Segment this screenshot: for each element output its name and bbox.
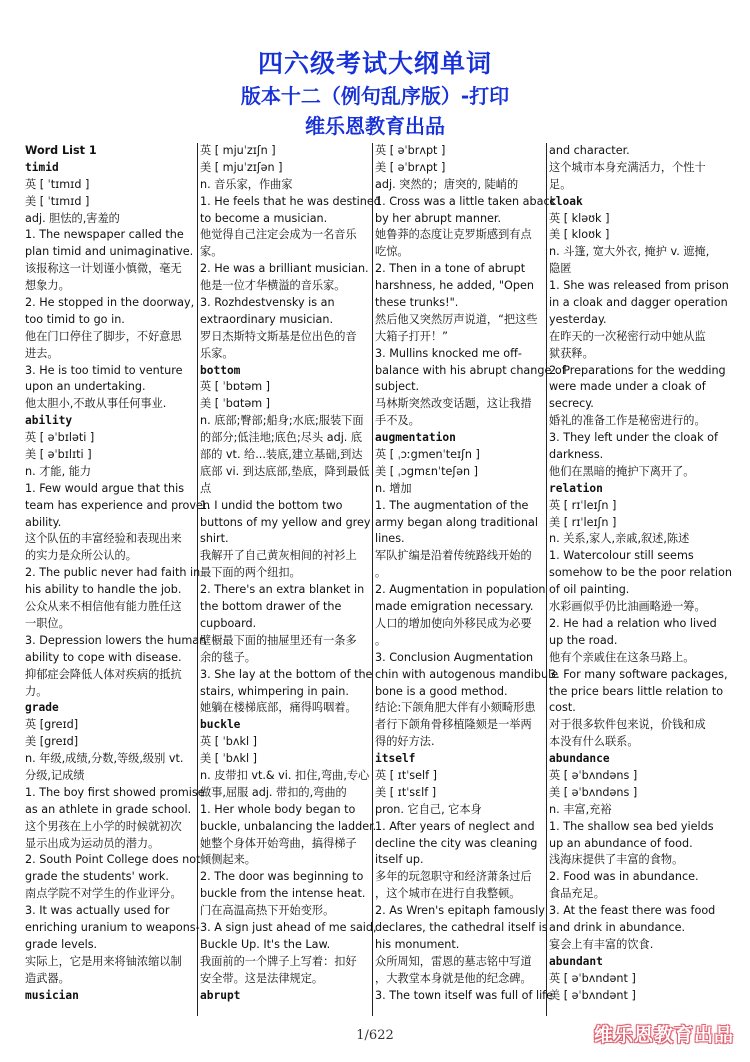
entry-line: 大箱子打开！” [375, 329, 448, 343]
entry-line: 3. Mullins knocked me off- [375, 346, 522, 360]
entry-line: 2. Augmentation in population [375, 583, 546, 597]
entry-line: 分级,记成绩 [25, 768, 85, 782]
entry-line: 余的毯子。 [200, 650, 256, 664]
entry-line: 美 [ əˈbʌndənt ] [549, 988, 636, 1002]
entry-line: 想象力。 [25, 279, 70, 293]
entry-line: 得的好方法. [375, 735, 435, 749]
entry-line: decline the city was cleaning [375, 836, 538, 850]
entry-line: 点 [200, 481, 212, 495]
entry-line: stairs, whimpering in pain. [200, 684, 349, 698]
entry-line: the price bears little relation to [549, 684, 724, 698]
entry-line: 1. Watercolour still seems [549, 549, 694, 563]
entry-line: 该报称这一计划谨小慎微，毫无 [25, 262, 182, 276]
entry-line: 他是一位才华横溢的音乐家。 [200, 279, 346, 293]
entry-line: 美 [ əˈbʌndəns ] [549, 785, 638, 799]
entry-line: plan timid and unimaginative. [25, 245, 194, 259]
entry-line: declares, the cathedral itself is [375, 920, 548, 934]
headword: abrupt [200, 988, 241, 1002]
publisher-line: 维乐恩教育出品 [305, 114, 445, 138]
entry-line: 2. Then in a tone of abrupt [375, 262, 526, 276]
entry-line: 婚礼的准备工作是秘密进行的。 [549, 414, 706, 428]
entry-line: 然后他又突然厉声说道，“把这些 [375, 312, 538, 326]
entry-line: 我解开了自己黄灰相间的衬衫上 [200, 549, 357, 563]
entry-line: 乐家。 [200, 346, 234, 360]
entry-line: 3. They left under the cloak of [549, 431, 718, 445]
entry-line: buckle from the intense heat. [200, 887, 366, 901]
entry-line: cost. [549, 701, 576, 715]
entry-line: 1. Her whole body began to [200, 802, 356, 816]
entry-line: 1. The boy first showed promise [25, 785, 205, 799]
entry-line: 1. The shallow sea bed yields [549, 819, 714, 833]
entry-line: bone is a good method. [375, 684, 508, 698]
entry-line: 3. He is too timid to venture [25, 363, 183, 377]
entry-line: 3. A sign just ahead of me said, [200, 920, 377, 934]
word-column-4 [549, 143, 732, 1016]
entry-line: 美 [ əˈbɪlɪti ] [25, 448, 92, 462]
word-column-2 [200, 143, 381, 1016]
entry-line: 2. As Wren's epitaph famously [375, 904, 545, 918]
entry-line: 美 [ ˌɔgmɛnˈteʃən ] [375, 464, 479, 478]
entry-line: 罗日杰斯特文斯基是位出色的音 [200, 329, 357, 343]
entry-line: buttons of my yellow and grey [200, 515, 371, 529]
entry-line: enriching uranium to weapons- [25, 920, 200, 934]
entry-line: 美 [greɪd] [25, 735, 79, 749]
entry-line: 英 [ ˌɔːgmenˈteɪʃn ] [375, 448, 480, 462]
entry-line: 这个队伍的丰富经验和表现出来 [25, 532, 182, 546]
entry-line: 美 [ əˈbrʌpt ] [375, 160, 446, 174]
page-number: 1/622 [356, 1028, 394, 1043]
entry-line: his monument. [375, 937, 460, 951]
entry-line: and drink in abundance. [549, 920, 686, 934]
entry-line: ability. [25, 515, 62, 529]
entry-line: buckle, unbalancing the ladder. [200, 819, 377, 833]
entry-line: 这个男孩在上小学的时候就初次 [25, 819, 182, 833]
entry-line: 公众从来不相信他有能力胜任这 [25, 600, 182, 614]
entry-line: 隐匿 [549, 262, 572, 276]
entry-line: these trunks!". [375, 296, 459, 310]
entry-line: 2. The public never had faith in [25, 566, 201, 580]
headword: itself [375, 752, 416, 766]
entry-line: 倾侧起来。 [200, 853, 256, 867]
headword: timid [25, 160, 59, 174]
entry-line: were made under a cloak of [549, 380, 706, 394]
entry-line: grade levels. [25, 937, 98, 951]
entry-line: of oil painting. [549, 583, 630, 597]
entry-line: 这个城市本身充满活力，个性十 [549, 160, 706, 174]
entry-line: 的部分;低洼地;底色;尽头 adj. 底 [200, 431, 363, 445]
entry-line: 浅海床提供了丰富的食物。 [549, 853, 684, 867]
entry-line: 水彩画似乎仍比油画略逊一筹。 [549, 600, 706, 614]
entry-line: ，大教堂本身就是他的纪念碑。 [375, 971, 532, 985]
entry-line: up the road. [549, 633, 618, 647]
entry-line: adj. 胆怯的,害羞的 [25, 211, 120, 225]
entry-line: too timid to go in. [25, 312, 125, 326]
entry-line: in a cloak and dagger operation [549, 296, 728, 310]
entry-line: 她鲁莽的态度让克罗斯感到有点 [375, 228, 532, 242]
entry-line: 英 [ ˈtɪmɪd ] [25, 177, 90, 191]
entry-line: 力。 [25, 684, 48, 698]
entry-line: 门在高温高热下开始变形。 [200, 904, 335, 918]
entry-line: 英 [ əˈbʌndəns ] [549, 768, 638, 782]
entry-line: ，这个城市在进行自我整顿。 [375, 887, 521, 901]
entry-line: adj. 突然的；唐突的, 陡峭的 [375, 177, 519, 191]
entry-line: somehow to be the poor relation [549, 566, 732, 580]
entry-line: 英 [ əˈbrʌpt ] [375, 144, 446, 157]
entry-line: 食品充足。 [549, 887, 605, 901]
entry-line: 足。 [549, 177, 572, 191]
entry-line: 3. It was actually used for [25, 904, 170, 918]
entry-line: 部的 vt. 给...装底,建立基础,到达 [200, 448, 363, 462]
headword: relation [549, 481, 603, 495]
entry-line: n. 才能, 能力 [25, 464, 92, 478]
entry-line: 造武器。 [25, 971, 70, 985]
entry-line: n. 关系,家人,亲戚,叙述,陈述 [549, 532, 690, 546]
entry-line: by her abrupt manner. [375, 211, 502, 225]
headword: augmentation [375, 431, 456, 445]
entry-line: 美 [ ˈtɪmɪd ] [25, 194, 90, 208]
headword: abundant [549, 954, 603, 968]
entry-line: n. 音乐家，作曲家 [200, 177, 293, 191]
entry-line: and character. [549, 144, 630, 157]
entry-line: 他太胆小,不敢从事任何事业. [25, 397, 167, 411]
entry-line: ability to cope with disease. [25, 650, 182, 664]
entry-line: team has experience and proven [25, 498, 210, 512]
entry-line: 他觉得自己注定会成为一名音乐 [200, 228, 357, 242]
entry-line: the bottom drawer of the [200, 600, 342, 614]
entry-line: 南点学院不对学生的作业评分。 [25, 887, 182, 901]
entry-line: 抑郁症会降低人体对疾病的抵抗 [25, 667, 182, 681]
headword: ability [25, 414, 73, 428]
word-list-heading: Word List 1 [25, 144, 97, 157]
entry-line: made emigration necessary. [375, 600, 534, 614]
headword: cloak [549, 194, 583, 208]
entry-line: 2. He stopped in the doorway, [25, 296, 195, 310]
entry-line: 美 [ ɪtˈsɛlf ] [375, 785, 437, 799]
entry-line: his ability to handle the job. [25, 583, 182, 597]
watermark: 维乐恩教育出品 [593, 1024, 734, 1046]
entry-line: n. 增加 [375, 481, 412, 495]
entry-line: 1. After years of neglect and [375, 819, 535, 833]
entry-line: Buckle Up. It's the Law. [200, 937, 331, 951]
headword: musician [25, 988, 79, 1002]
entry-line: 的实力是众所公认的。 [25, 549, 137, 563]
entry-line: n. 底部;臀部;船身;水底;服装下面 [200, 414, 364, 428]
entry-line: n. 斗篷, 宽大外衣, 掩护 v. 遮掩, [549, 245, 710, 259]
entry-line: 英 [ kləʊk ] [549, 211, 610, 225]
word-column-1 [25, 143, 210, 1016]
entry-line: 进去。 [25, 346, 59, 360]
entry-line: 本没有什么联系。 [549, 735, 639, 749]
entry-line: 3. At the feast there was food [549, 904, 716, 918]
entry-line: 宴会上有丰富的饮食. [549, 937, 654, 951]
entry-line: extraordinary musician. [200, 312, 334, 326]
entry-line: 1. She was released from prison [549, 279, 729, 293]
entry-line: 实际上，它是用来将铀浓缩以制 [25, 954, 182, 968]
entry-line: 英 [greɪd] [25, 718, 79, 732]
entry-line: harshness, he added, "Open [375, 279, 534, 293]
entry-line: 3. The town itself was full of life [375, 988, 554, 1002]
entry-line: 2. Preparations for the wedding [549, 363, 726, 377]
entry-line: 3. For many software packages, [549, 667, 728, 681]
entry-line: 3. She lay at the bottom of the [200, 667, 373, 681]
entry-line: up an abundance of food. [549, 836, 693, 850]
entry-line: 英 [ mjuˈzɪʃn ] [200, 144, 276, 157]
entry-line: darkness. [549, 448, 604, 462]
entry-line: 。 [375, 566, 387, 580]
entry-line: 吃惊。 [375, 245, 409, 259]
entry-line: 2. The door was beginning to [200, 870, 364, 884]
entry-line: 美 [ ˈbʌkl ] [200, 752, 257, 766]
entry-line: as an athlete in grade school. [25, 802, 192, 816]
entry-line: army began along traditional [375, 515, 538, 529]
entry-line: n. 年级,成绩,分数,等级,级别 vt. [25, 752, 184, 766]
entry-line: 英 [ rɪˈleɪʃn ] [549, 498, 617, 512]
entry-line: 英 [ əˈbʌndənt ] [549, 971, 636, 985]
entry-line: 2. He was a brilliant musician. [200, 262, 369, 276]
entry-line: itself up. [375, 853, 424, 867]
entry-line: n. 皮带扣 vt.& vi. 扣住,弯曲,专心 [200, 768, 370, 782]
entry-line: 英 [ ˈbɒtəm ] [200, 380, 271, 394]
entry-line: 美 [ rɪˈleɪʃn ] [549, 515, 617, 529]
entry-line: 1. The augmentation of the [375, 498, 529, 512]
entry-line: 人口的增加使向外移民成为必要 [375, 616, 532, 630]
entry-line: 众所周知，雷恩的墓志铭中写道 [375, 954, 532, 968]
entry-line: yesterday. [549, 312, 607, 326]
entry-line: 1. He feels that he was destined [200, 194, 381, 208]
entry-line: 美 [ kloʊk ] [549, 228, 610, 242]
entry-line: 对于很多软件包来说，价钱和成 [549, 718, 706, 732]
entry-line: 在昨天的一次秘密行动中她从监 [549, 329, 706, 343]
entry-line: 2. South Point College does not [25, 853, 201, 867]
entry-line: 马林斯突然改变话题，这让我措 [375, 397, 532, 411]
entry-line: 1. I undid the bottom two [200, 498, 343, 512]
entry-line: 他有个亲戚住在这条马路上。 [549, 650, 695, 664]
entry-line: grade the students' work. [25, 870, 169, 884]
entry-line: 我面前的一个牌子上写着：扣好 [200, 954, 357, 968]
entry-line: 英 [ əˈbɪləti ] [25, 431, 95, 445]
entry-line: chin with autogenous mandibule [375, 667, 559, 681]
document-title: 四六级考试大纲单词 [257, 49, 492, 78]
entry-line: 美 [ mjuˈzɪʃən ] [200, 160, 283, 174]
entry-line: subject. [375, 380, 420, 394]
entry-line: 1. Cross was a little taken aback [375, 194, 557, 208]
entry-line: 多年的玩忽职守和经济萧条过后 [375, 870, 532, 884]
entry-line: 1. Few would argue that this [25, 481, 185, 495]
document-subtitle: 版本十二（例句乱序版）-打印 [240, 84, 510, 108]
entry-line: 。 [375, 633, 387, 647]
headword: bottom [200, 363, 241, 377]
entry-line: n. 丰富,充裕 [549, 802, 612, 816]
entry-line: 壁橱最下面的抽屉里还有一条多 [200, 633, 357, 647]
entry-line: 3. Conclusion Augmentation [375, 650, 534, 664]
entry-line: 他们在黑暗的掩护下离开了。 [549, 464, 695, 478]
entry-line: 英 [ ˈbʌkl ] [200, 735, 257, 749]
entry-line: 2. There's an extra blanket in [200, 583, 365, 597]
entry-line: secrecy. [549, 397, 594, 411]
entry-line: 手不及。 [375, 414, 420, 428]
entry-line: 英 [ ɪtˈself ] [375, 768, 437, 782]
entry-line: 军队扩编是沿着传统路线开始的 [375, 549, 532, 563]
entry-line: 2. He had a relation who lived [549, 616, 717, 630]
entry-line: 安全带。这是法律规定。 [200, 971, 324, 985]
entry-line: upon an undertaking. [25, 380, 146, 394]
entry-line: shirt. [200, 532, 229, 546]
entry-line: to become a musician. [200, 211, 328, 225]
entry-line: 她整个身体开始弯曲，搞得梯子 [200, 836, 357, 850]
entry-line: cupboard. [200, 616, 257, 630]
entry-line: 1. The newspaper called the [25, 228, 184, 242]
entry-line: 狱获释。 [549, 346, 594, 360]
entry-line: 3. Rozhdestvensky is an [200, 296, 335, 310]
entry-line: 她躺在楼梯底部，痛得呜咽着。 [200, 701, 357, 715]
entry-line: 一职位。 [25, 616, 70, 630]
entry-line: 美 [ ˈbɑtəm ] [200, 397, 271, 411]
entry-line: 家。 [200, 245, 223, 259]
headword: buckle [200, 718, 241, 732]
entry-line: 3. Depression lowers the human [25, 633, 207, 647]
entry-line: 他在门口停住了脚步，不好意思 [25, 329, 182, 343]
entry-line: pron. 它自己, 它本身 [375, 802, 482, 816]
entry-line: lines. [375, 532, 405, 546]
entry-line: 做事,屈服 adj. 带扣的,弯曲的 [200, 785, 347, 799]
entry-line: 最下面的两个纽扣。 [200, 566, 301, 580]
word-list-columns [24, 143, 732, 1016]
entry-line: 底部 vi. 到达底部,垫底，降到最低 [200, 464, 370, 478]
headword: grade [25, 701, 59, 715]
entry-line: 者行下颌角骨移植隆颏是一举两 [375, 718, 532, 732]
entry-line: balance with his abrupt change of [375, 363, 566, 377]
entry-line: 2. Food was in abundance. [549, 870, 699, 884]
headword: abundance [549, 752, 610, 766]
entry-line: 显示出成为运动员的潜力。 [25, 836, 160, 850]
entry-line: 结论:下颌角肥大伴有小颏畸形患 [375, 701, 536, 715]
